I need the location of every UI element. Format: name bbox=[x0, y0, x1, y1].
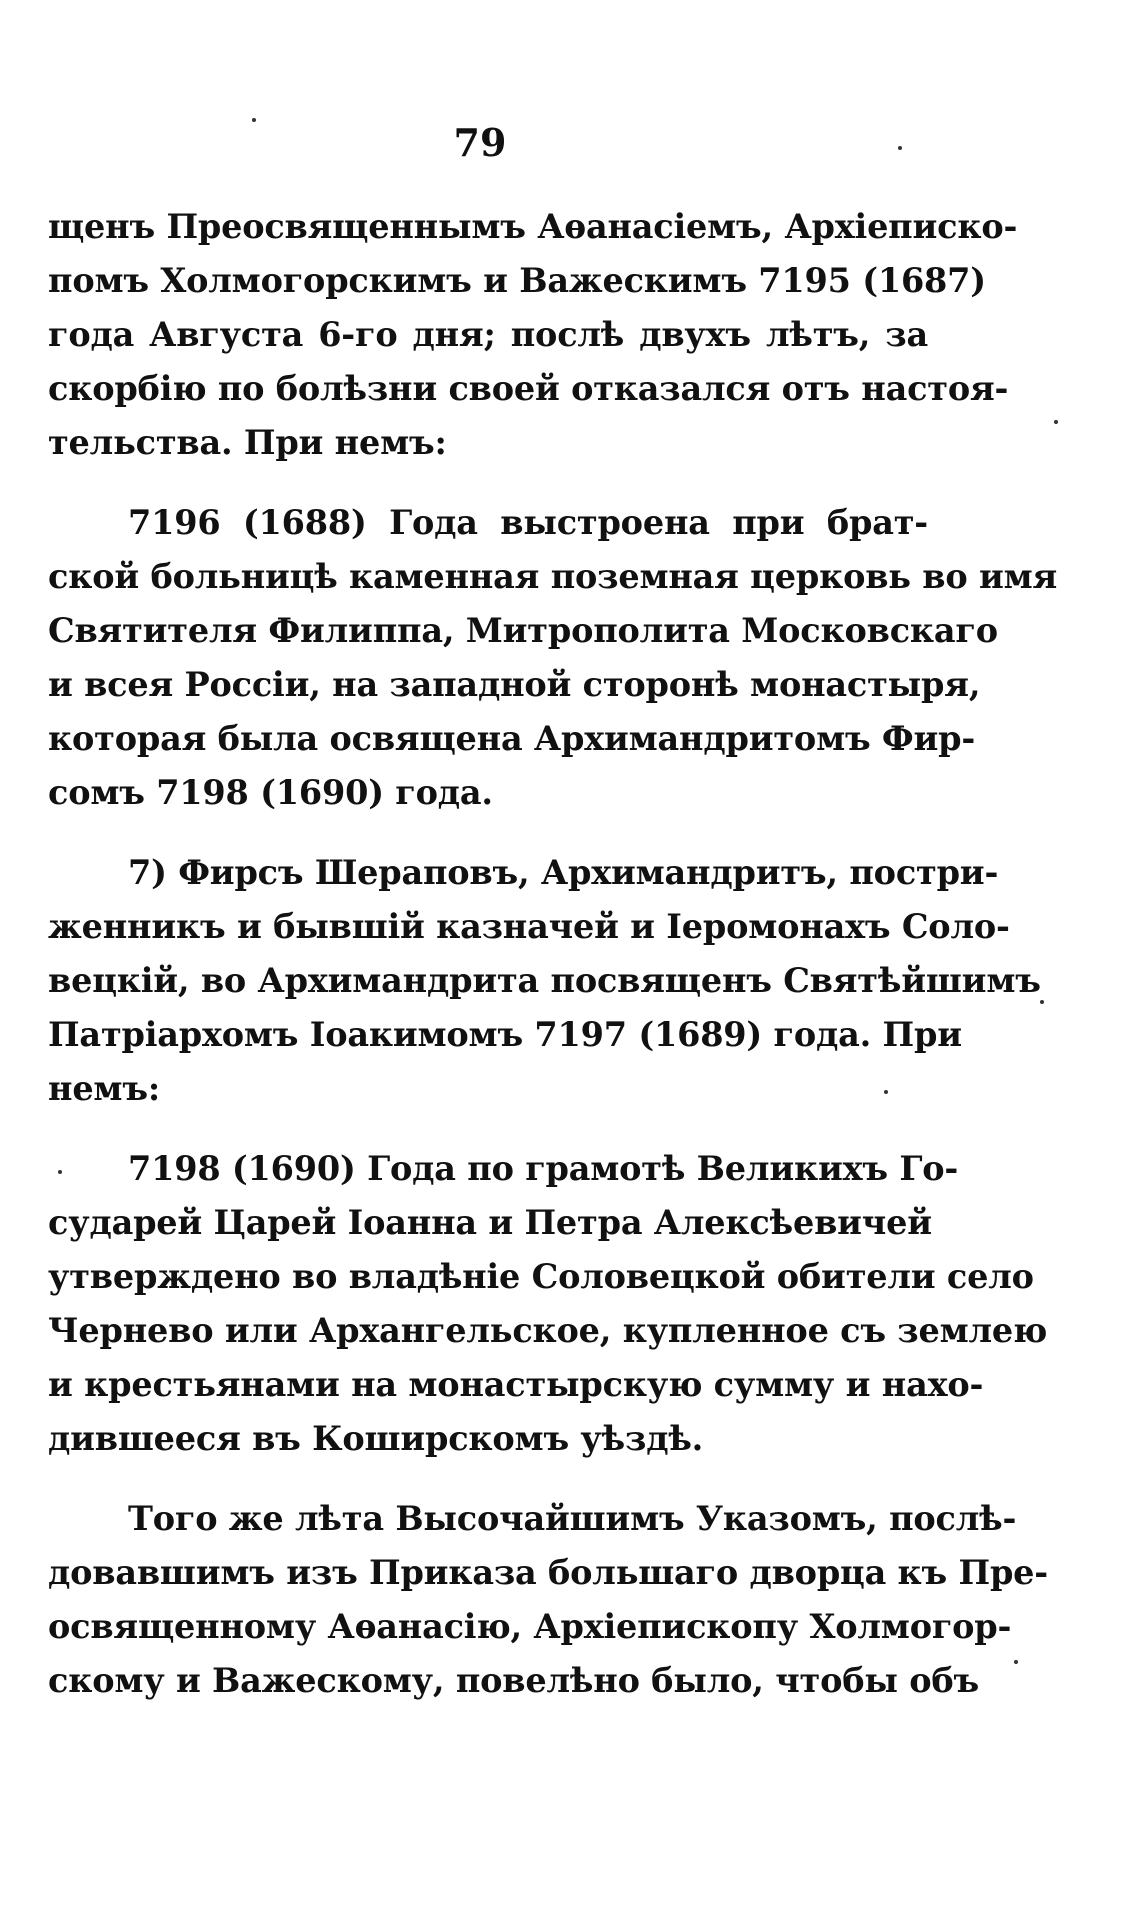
text-line: Того же лѣта Высочайшимъ Указомъ, послѣ- bbox=[128, 1499, 1017, 1538]
scan-speck bbox=[58, 1170, 62, 1174]
text-line: и всея Россіи, на западной сторонѣ монастыря, bbox=[48, 665, 981, 704]
text-line: Святителя Филиппа, Митрополита Московскаго bbox=[48, 611, 998, 650]
scan-speck bbox=[1054, 420, 1058, 424]
text-line: скому и Важескому, повелѣно было, чтобы объ bbox=[48, 1661, 979, 1700]
text-line: Чернево или Архангельское, купленное съ землею bbox=[48, 1311, 1048, 1350]
text-line: скорбію по болѣзни своей отказался отъ настоя- bbox=[48, 369, 1009, 408]
paragraph-3 bbox=[48, 846, 1041, 1116]
scan-speck bbox=[1014, 1660, 1018, 1664]
text-line: 7) Фирсъ Шераповъ, Архимандритъ, постри- bbox=[128, 853, 999, 892]
paragraph-5 bbox=[48, 1492, 1048, 1708]
text-line: дившееся въ Коширскомъ уѣздѣ. bbox=[48, 1419, 704, 1458]
paragraph-4 bbox=[48, 1142, 1048, 1466]
text-line: немъ: bbox=[48, 1069, 160, 1108]
text-line: довавшимъ изъ Приказа большаго дворца къ Пре- bbox=[48, 1553, 1048, 1592]
text-line: утверждено во владѣніе Соловецкой обители село bbox=[48, 1257, 1034, 1296]
body-text bbox=[48, 200, 1058, 1734]
text-line: вецкій, во Архимандрита посвященъ Святѣйшимъ bbox=[48, 961, 1041, 1000]
text-line: Патріархомъ Іоакимомъ 7197 (1689) года. При bbox=[48, 1015, 962, 1054]
text-line: ской больницѣ каменная поземная церковь во имя bbox=[48, 557, 1058, 596]
page-number: 79 bbox=[453, 120, 507, 165]
text-line: тельства. При немъ: bbox=[48, 423, 447, 462]
text-line: 7198 (1690) Года по грамотѣ Великихъ Го- bbox=[128, 1149, 959, 1188]
text-line: сомъ 7198 (1690) года. bbox=[48, 773, 493, 812]
text-line: освященному Аѳанасію, Архіепископу Холмогор- bbox=[48, 1607, 1012, 1646]
scan-speck bbox=[1040, 1000, 1044, 1004]
text-line: щенъ Преосвященнымъ Аѳанасіемъ, Архіеписко- bbox=[48, 207, 1018, 246]
text-line: которая была освящена Архимандритомъ Фир- bbox=[48, 719, 976, 758]
paragraph-1 bbox=[48, 200, 1018, 470]
scan-speck bbox=[884, 1090, 888, 1094]
text-line: помъ Холмогорскимъ и Важескимъ 7195 (1687) bbox=[48, 261, 986, 300]
scan-speck bbox=[252, 118, 256, 122]
text-line: 7196 (1688) Года выстроена при брат- bbox=[128, 503, 928, 542]
text-line: сударей Царей Іоанна и Петра Алексѣевичей bbox=[48, 1203, 932, 1242]
text-line: года Августа 6-го дня; послѣ двухъ лѣтъ, за bbox=[48, 315, 928, 354]
text-line: и крестьянами на монастырскую сумму и нахо- bbox=[48, 1365, 984, 1404]
scan-speck bbox=[898, 146, 902, 150]
paragraph-2 bbox=[48, 496, 1058, 820]
text-line: женникъ и бывшій казначей и Іеромонахъ Соло- bbox=[48, 907, 1010, 946]
